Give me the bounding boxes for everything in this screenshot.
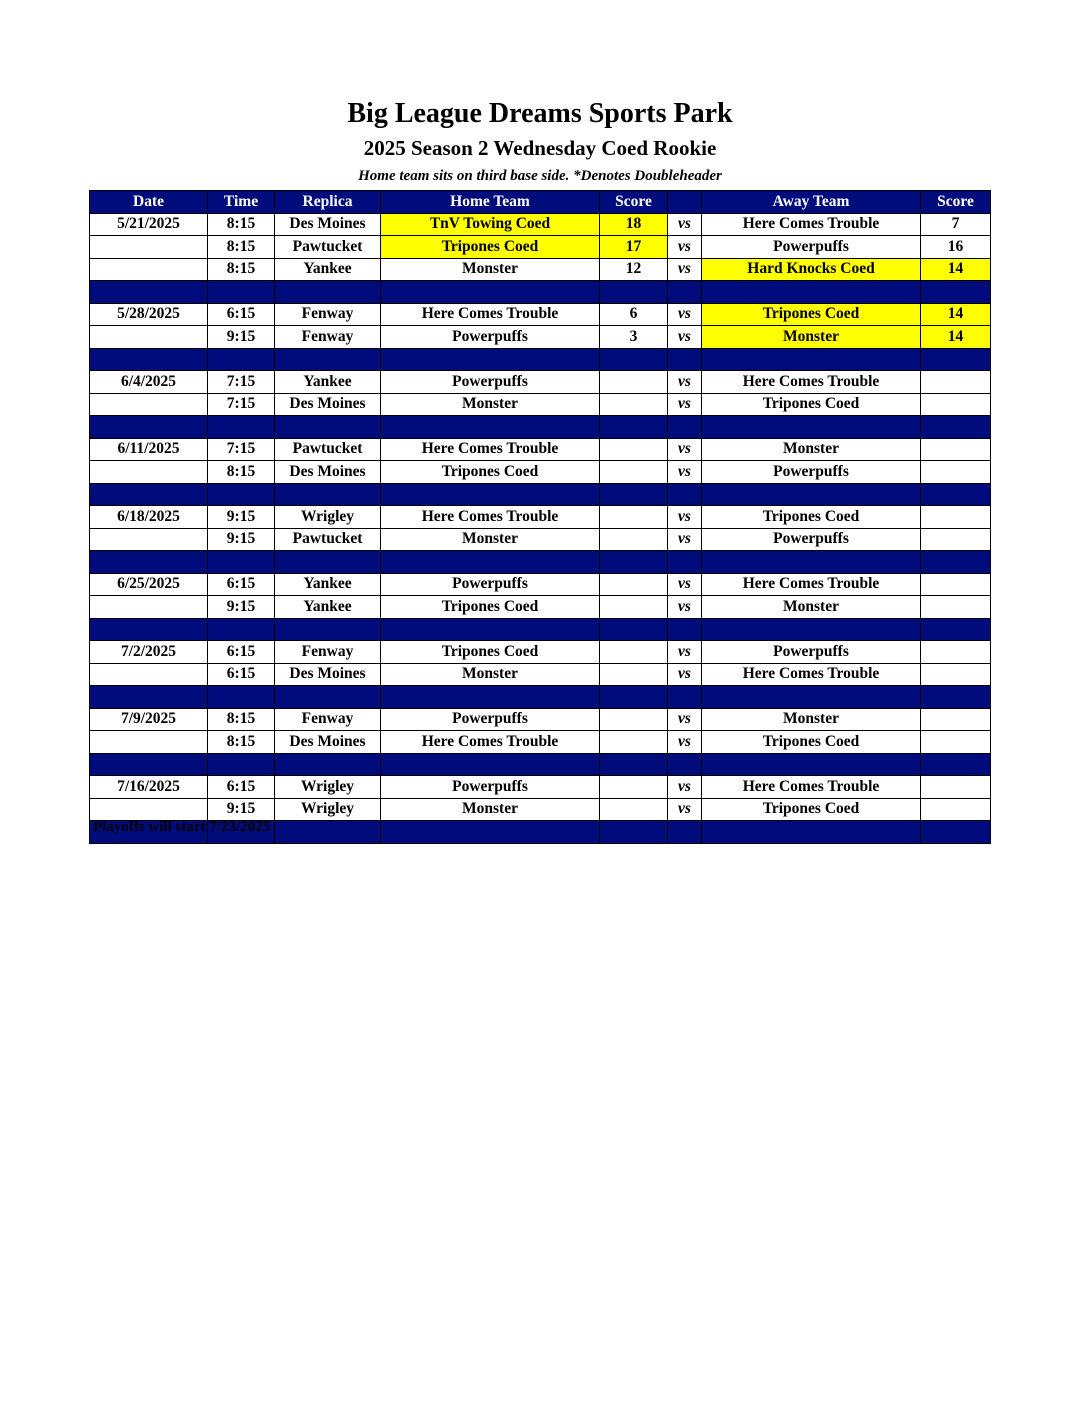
game-time: 7:15 [208,393,275,416]
header-date: Date [90,191,208,214]
game-replica: Wrigley [275,506,381,529]
schedule-table [89,190,991,844]
separator-cell [668,551,702,574]
home-team: Powerpuffs [381,326,600,349]
home-team: Monster [381,663,600,686]
separator-cell [208,416,275,439]
game-row [90,258,991,281]
separator-cell [600,821,668,844]
game-replica: Wrigley [275,776,381,799]
game-replica: Pawtucket [275,528,381,551]
away-score: 16 [921,236,991,259]
separator-cell [275,753,381,776]
separator-cell [600,416,668,439]
away-score [921,731,991,754]
header-home-score: Score [600,191,668,214]
home-team: TnV Towing Coed [381,213,600,236]
game-replica: Pawtucket [275,438,381,461]
separator-cell [702,416,921,439]
home-score [600,506,668,529]
away-team: Powerpuffs [702,641,921,664]
separator-cell [90,618,208,641]
game-time: 9:15 [208,528,275,551]
separator-cell [275,686,381,709]
separator-cell [702,551,921,574]
game-row [90,438,991,461]
game-date: 5/28/2025 [90,303,208,326]
away-score [921,708,991,731]
away-score [921,573,991,596]
game-row [90,596,991,619]
separator-cell [90,753,208,776]
separator-cell [921,618,991,641]
separator-cell [668,821,702,844]
separator-cell [381,686,600,709]
week-separator-row [90,416,991,439]
home-team: Tripones Coed [381,461,600,484]
game-row [90,528,991,551]
home-team: Tripones Coed [381,236,600,259]
game-time: 8:15 [208,213,275,236]
separator-cell [275,821,381,844]
vs-label: vs [668,731,702,754]
game-time: 9:15 [208,326,275,349]
separator-cell [702,483,921,506]
schedule-note: Home team sits on third base side. *Denotes Doubleheader [358,168,722,184]
away-team: Tripones Coed [702,798,921,821]
week-separator-row [90,686,991,709]
separator-cell [275,618,381,641]
separator-cell [702,618,921,641]
game-time: 6:15 [208,776,275,799]
game-date: 6/18/2025 [90,506,208,529]
separator-cell [90,281,208,304]
game-date: 6/25/2025 [90,573,208,596]
home-score: 3 [600,326,668,349]
home-team: Tripones Coed [381,641,600,664]
home-score [600,663,668,686]
separator-cell [921,416,991,439]
away-team: Here Comes Trouble [702,213,921,236]
separator-cell [921,753,991,776]
game-replica: Des Moines [275,213,381,236]
separator-cell [600,618,668,641]
game-replica: Fenway [275,326,381,349]
separator-cell [600,753,668,776]
home-score [600,798,668,821]
game-time: 6:15 [208,663,275,686]
separator-cell [921,551,991,574]
game-replica: Des Moines [275,663,381,686]
away-score: 14 [921,258,991,281]
separator-cell [668,281,702,304]
game-replica: Des Moines [275,393,381,416]
away-score: 14 [921,326,991,349]
home-score: 18 [600,213,668,236]
game-row [90,303,991,326]
away-team: Tripones Coed [702,506,921,529]
away-team: Tripones Coed [702,731,921,754]
home-team: Tripones Coed [381,596,600,619]
game-row [90,573,991,596]
game-row [90,326,991,349]
separator-cell [921,281,991,304]
away-score [921,798,991,821]
separator-cell [921,348,991,371]
game-row [90,213,991,236]
home-team: Powerpuffs [381,573,600,596]
vs-label: vs [668,663,702,686]
game-time: 8:15 [208,461,275,484]
away-score [921,528,991,551]
away-team: Powerpuffs [702,236,921,259]
separator-cell [208,281,275,304]
header-replica: Replica [275,191,381,214]
separator-cell [921,483,991,506]
separator-cell [600,686,668,709]
game-time: 8:15 [208,236,275,259]
game-date: 7/16/2025 [90,776,208,799]
vs-label: vs [668,506,702,529]
away-team: Tripones Coed [702,393,921,416]
game-time: 8:15 [208,708,275,731]
game-row [90,708,991,731]
vs-label: vs [668,798,702,821]
week-separator-row [90,618,991,641]
game-replica: Fenway [275,708,381,731]
away-score [921,663,991,686]
game-time: 8:15 [208,731,275,754]
vs-label: vs [668,573,702,596]
game-time: 7:15 [208,371,275,394]
home-team: Monster [381,798,600,821]
separator-cell [208,551,275,574]
game-replica: Pawtucket [275,236,381,259]
separator-cell [600,281,668,304]
separator-cell [702,348,921,371]
game-row [90,798,991,821]
game-row [90,663,991,686]
away-team: Powerpuffs [702,461,921,484]
playoffs-note: Playoffs will start 7/23/2025 [93,819,271,835]
game-date [90,326,208,349]
home-team: Here Comes Trouble [381,731,600,754]
game-time: 9:15 [208,506,275,529]
game-row [90,461,991,484]
home-score [600,573,668,596]
home-score [600,731,668,754]
game-replica: Des Moines [275,461,381,484]
home-score [600,438,668,461]
game-date: 5/21/2025 [90,213,208,236]
separator-cell [668,618,702,641]
week-separator-row [90,483,991,506]
game-date [90,663,208,686]
separator-cell [702,821,921,844]
week-separator-row [90,551,991,574]
away-team: Tripones Coed [702,303,921,326]
schedule-body [90,213,991,843]
home-score [600,596,668,619]
separator-cell [668,416,702,439]
game-time: 9:15 [208,798,275,821]
away-team: Here Comes Trouble [702,371,921,394]
away-score [921,461,991,484]
game-date: 6/11/2025 [90,438,208,461]
separator-cell [208,483,275,506]
game-date [90,528,208,551]
game-row [90,776,991,799]
vs-label: vs [668,258,702,281]
week-separator-row [90,753,991,776]
away-team: Here Comes Trouble [702,663,921,686]
separator-cell [668,483,702,506]
away-team: Hard Knocks Coed [702,258,921,281]
away-score: 14 [921,303,991,326]
separator-cell [600,483,668,506]
game-date [90,258,208,281]
home-score [600,641,668,664]
away-score [921,506,991,529]
vs-label: vs [668,213,702,236]
game-replica: Yankee [275,371,381,394]
separator-cell [275,281,381,304]
game-time: 6:15 [208,641,275,664]
game-date [90,236,208,259]
separator-cell [275,416,381,439]
away-team: Monster [702,438,921,461]
separator-cell [381,618,600,641]
vs-label: vs [668,303,702,326]
separator-cell [381,416,600,439]
away-team: Monster [702,596,921,619]
separator-cell [600,551,668,574]
separator-cell [90,551,208,574]
game-date [90,461,208,484]
separator-cell [381,551,600,574]
vs-label: vs [668,371,702,394]
separator-cell [921,821,991,844]
separator-cell [702,281,921,304]
game-replica: Yankee [275,258,381,281]
separator-cell [208,618,275,641]
away-team: Here Comes Trouble [702,573,921,596]
separator-cell [600,348,668,371]
vs-label: vs [668,708,702,731]
separator-cell [275,551,381,574]
vs-label: vs [668,528,702,551]
game-replica: Wrigley [275,798,381,821]
separator-cell [702,686,921,709]
separator-cell [381,753,600,776]
vs-label: vs [668,596,702,619]
vs-label: vs [668,393,702,416]
home-score [600,371,668,394]
game-date: 7/2/2025 [90,641,208,664]
game-date [90,596,208,619]
header-vs [668,191,702,214]
game-row [90,236,991,259]
away-team: Monster [702,326,921,349]
game-replica: Yankee [275,573,381,596]
header-home-team: Home Team [381,191,600,214]
separator-cell [381,821,600,844]
game-replica: Yankee [275,596,381,619]
separator-cell [90,348,208,371]
separator-cell [208,686,275,709]
vs-label: vs [668,461,702,484]
game-replica: Des Moines [275,731,381,754]
game-replica: Fenway [275,303,381,326]
week-separator-row [90,281,991,304]
page-subtitle: 2025 Season 2 Wednesday Coed Rookie [363,136,717,160]
home-team: Here Comes Trouble [381,506,600,529]
away-score: 7 [921,213,991,236]
separator-cell [381,483,600,506]
away-team: Monster [702,708,921,731]
away-score [921,776,991,799]
separator-cell [702,753,921,776]
separator-cell [381,348,600,371]
header-away-team: Away Team [702,191,921,214]
separator-cell [208,348,275,371]
vs-label: vs [668,326,702,349]
page-title: Big League Dreams Sports Park [347,98,733,129]
home-score [600,776,668,799]
separator-cell [381,281,600,304]
game-row [90,731,991,754]
game-time: 6:15 [208,573,275,596]
away-score [921,596,991,619]
game-replica: Fenway [275,641,381,664]
home-score: 12 [600,258,668,281]
header-time: Time [208,191,275,214]
separator-cell [668,753,702,776]
home-score [600,393,668,416]
game-row [90,371,991,394]
home-score: 17 [600,236,668,259]
vs-label: vs [668,776,702,799]
separator-cell [90,416,208,439]
home-score [600,461,668,484]
game-date: 7/9/2025 [90,708,208,731]
away-score [921,371,991,394]
away-team: Powerpuffs [702,528,921,551]
game-time: 9:15 [208,596,275,619]
home-score: 6 [600,303,668,326]
home-team: Monster [381,393,600,416]
vs-label: vs [668,438,702,461]
home-team: Here Comes Trouble [381,303,600,326]
game-row [90,393,991,416]
game-time: 7:15 [208,438,275,461]
separator-cell [668,348,702,371]
away-score [921,393,991,416]
separator-cell [90,483,208,506]
separator-cell [275,348,381,371]
game-date: 6/4/2025 [90,371,208,394]
game-date [90,731,208,754]
separator-cell [90,686,208,709]
separator-cell [921,686,991,709]
game-row [90,641,991,664]
separator-cell [668,686,702,709]
vs-label: vs [668,641,702,664]
home-team: Powerpuffs [381,708,600,731]
home-team: Powerpuffs [381,371,600,394]
away-team: Here Comes Trouble [702,776,921,799]
vs-label: vs [668,236,702,259]
game-row [90,506,991,529]
home-team: Monster [381,258,600,281]
away-score [921,438,991,461]
game-time: 8:15 [208,258,275,281]
week-separator-row [90,348,991,371]
header-away-score: Score [921,191,991,214]
home-score [600,528,668,551]
home-team: Here Comes Trouble [381,438,600,461]
separator-cell [208,753,275,776]
game-date [90,798,208,821]
home-team: Powerpuffs [381,776,600,799]
away-score [921,641,991,664]
home-score [600,708,668,731]
separator-cell [275,483,381,506]
game-date [90,393,208,416]
header-row [90,191,991,214]
home-team: Monster [381,528,600,551]
game-time: 6:15 [208,303,275,326]
